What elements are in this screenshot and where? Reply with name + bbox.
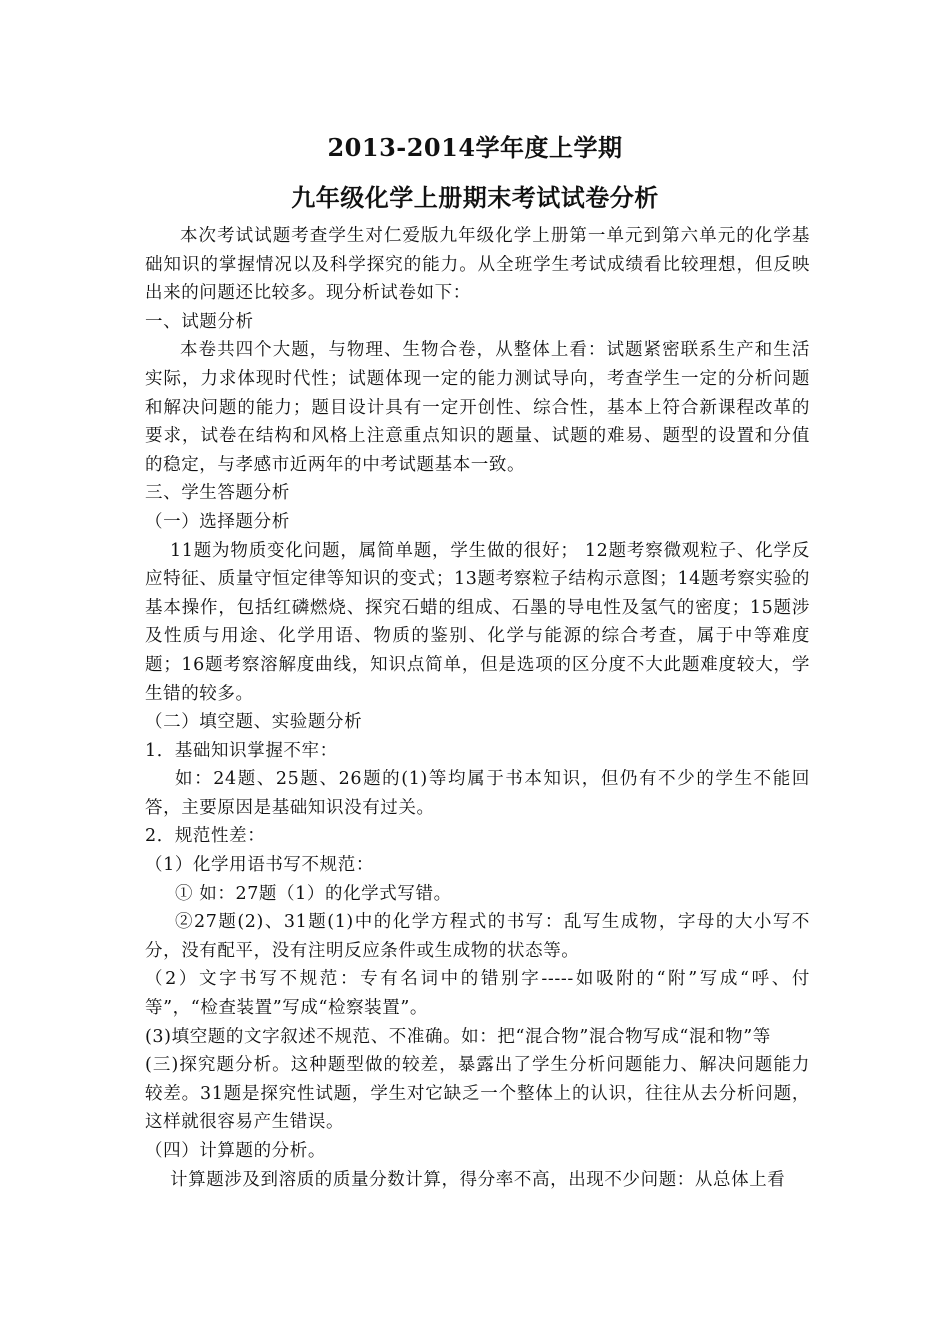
list-subheading: (3)填空题的文字叙述不规范、不准确。如：把“混合物”混合物写成“混和物”等 [145, 1026, 771, 1047]
list-item: ① 如：27题（1）的化学式写错。 [175, 883, 452, 904]
paragraph: 11题为物质变化问题，属简单题，学生做的很好； 12题考察微观粒子、化学反应特征、质量守恒定律等知识的变式；13题考察粒子结构示意图；14题考察实验的基本操作，包括红磷燃烧、探究石蜡的组成、石墨的导电性及氢气的密度；15题涉及性质与用途、化学用语、物质的鉴别、化学与能源的综合考查，属于中等难度题；16题考察溶解度曲线，知识点简单，但是选项的区分度不大此题难度较大，学生错的较多。 [145, 540, 810, 704]
document-subtitle: 九年级化学上册期末考试试卷分析 [291, 183, 659, 212]
intro-paragraph: 本次考试试题考查学生对仁爱版九年级化学上册第一单元到第六单元的化学基础知识的掌握情况以及科学探究的能力。从全班学生考试成绩看比较理想，但反映出来的问题还比较多。现分析试卷如下： [145, 226, 810, 304]
document-body [145, 222, 810, 1194]
list-item: ②27题(2)、31题(1)中的化学方程式的书写：乱写生成物，字母的大小写不分，没有配平，没有注明反应条件或生成物的状态等。 [145, 912, 810, 961]
section-heading: 一、试题分析 [145, 311, 254, 332]
paragraph: 计算题涉及到溶质的质量分数计算，得分率不高，出现不少问题：从总体上看 [170, 1169, 786, 1190]
document-title: 2013-2014学年度上学期 [327, 133, 623, 162]
list-subheading: （1）化学用语书写不规范： [145, 855, 374, 876]
list-subheading: （2）文字书写不规范：专有名词中的错别字-----如吸附的“附”写成“呼、付等”，“检查装置”写成“检察装置”。 [145, 969, 810, 1019]
paragraph: (三)探究题分析。这种题型做的较差，暴露出了学生分析问题能力、解决问题能力较差。31题是探究性试题，学生对它缺乏一个整体上的认识，往往从去分析问题，这样就很容易产生错误。 [145, 1055, 810, 1133]
paragraph: 本卷共四个大题，与物理、生物合卷，从整体上看：试题紧密联系生产和生活实际，力求体现时代性；试题体现一定的能力测试导向，考查学生一定的分析问题和解决问题的能力；题目设计具有一定开创性、综合性，基本上符合新课程改革的要求，试卷在结构和风格上注意重点知识的题量、试题的难易、题型的设置和分值的稳定，与孝感市近两年的中考试题基本一致。 [145, 340, 810, 475]
list-heading: 1．基础知识掌握不牢： [145, 740, 338, 761]
subsection-heading: （一）选择题分析 [145, 511, 290, 532]
subsection-heading: （四）计算题的分析。 [145, 1141, 326, 1161]
paragraph: 如：24题、25题、26题的(1)等均属于书本知识，但仍有不少的学生不能回答，主要原因是基础知识没有过关。 [145, 769, 810, 818]
section-heading: 三、学生答题分析 [145, 483, 290, 504]
list-heading: 2．规范性差： [145, 826, 266, 847]
subsection-heading: （二）填空题、实验题分析 [145, 712, 363, 733]
